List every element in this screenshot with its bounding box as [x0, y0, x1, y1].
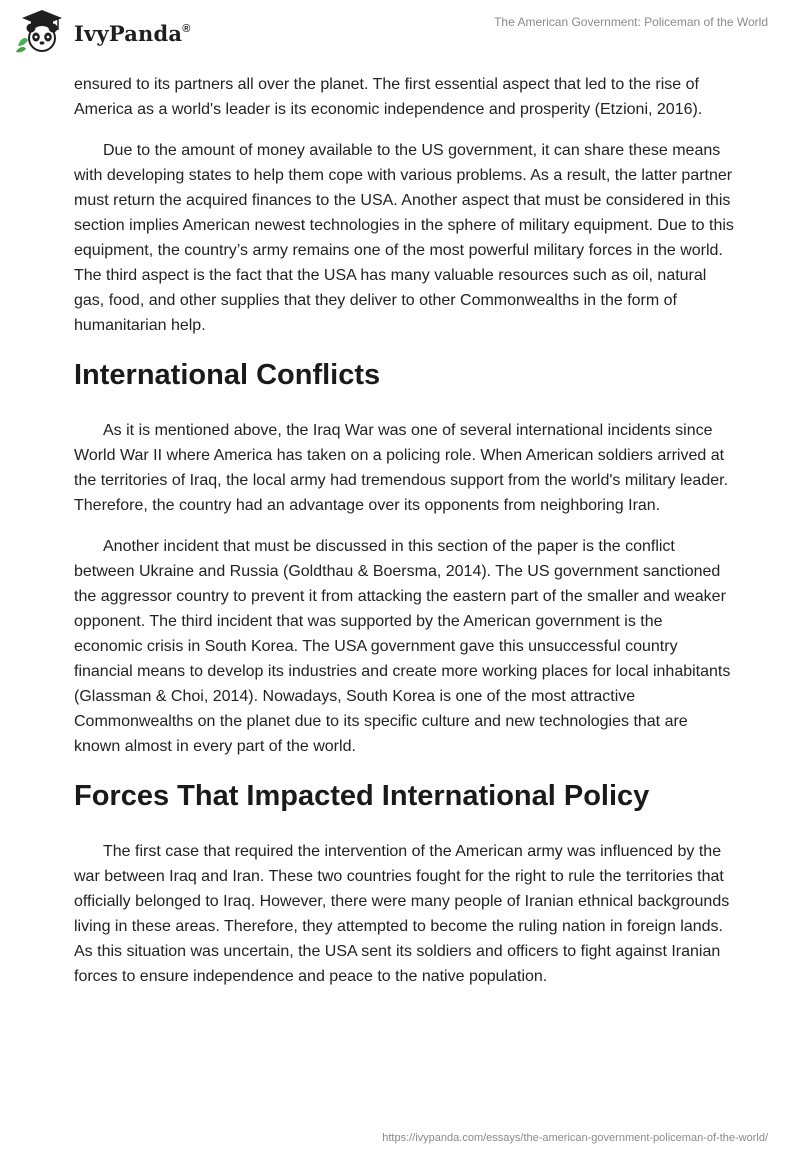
section-heading-international-conflicts: International Conflicts [74, 359, 381, 391]
paragraph: As it is mentioned above, the Iraq War was one of several international incidents since World War II where America has taken on a policing role. When American soldiers arrived at the territories of Iraq, the local army had tremendous support from the world's military leader. Therefore, the country had an advantage over its opponents from neighboring Iran. [74, 422, 729, 514]
registered-mark: ® [182, 22, 191, 35]
section-heading-forces-international-policy: Forces That Impacted International Policy [74, 780, 650, 812]
paragraph: ensured to its partners all over the planet. The first essential aspect that led to the rise of America as a world's leader is its economic independence and prosperity (Etzioni, 2016). [74, 76, 703, 118]
essay-body [74, 72, 734, 1005]
source-url[interactable]: https://ivypanda.com/essays/the-american-government-policeman-of-the-world/ [382, 1132, 768, 1144]
paragraph: Due to the amount of money available to the US government, it can share these means with developing states to help them cope with various problems. As a result, the latter partner must return the acquired finances to the USA. Another aspect that must be considered in this section implies American newest technologies in the sphere of military equipment. Due to this equipment, the country’s army remains one of the most powerful military forces in the world. The third aspect is the fact that the USA has many valuable resources such as oil, natural gas, food, and other supplies that they deliver to other Commonwealths in the form of humanitarian help. [74, 142, 734, 334]
brand-name: IvyPanda® [74, 20, 191, 46]
paragraph: Another incident that must be discussed in this section of the paper is the conflict between Ukraine and Russia (Goldthau & Boersma, 2014). The US government sanctioned the aggressor country to prevent it from attacking the eastern part of the smaller and weaker opponent. The third incident that was supported by the American government is the economic crisis in South Korea. The USA government gave this unsuccessful country financial means to develop its industries and create more working places for local inhabitants (Glassman & Choi, 2014). Nowadays, South Korea is one of the most attractive Commonwealths on the planet due to its specific culture and new technologies that are known almost in every part of the world. [74, 538, 731, 755]
paragraph: The first case that required the intervention of the American army was influenced by the war between Iraq and Iran. These two countries fought for the right to rule the territories that officially belonged to Iraq. However, there were many people of Iranian ethnical backgrounds living in these areas. Therefore, they attempted to become the ruling nation in foreign lands. As this situation was uncertain, the USA sent its soldiers and officers to fight against Iranian forces to ensure independence and peace to the native population. [74, 843, 730, 985]
panda-graduate-icon [14, 8, 68, 54]
ivypanda-logo[interactable] [14, 8, 191, 54]
page-header [0, 0, 800, 62]
document-title: The American Government: Policeman of the World [494, 15, 768, 29]
